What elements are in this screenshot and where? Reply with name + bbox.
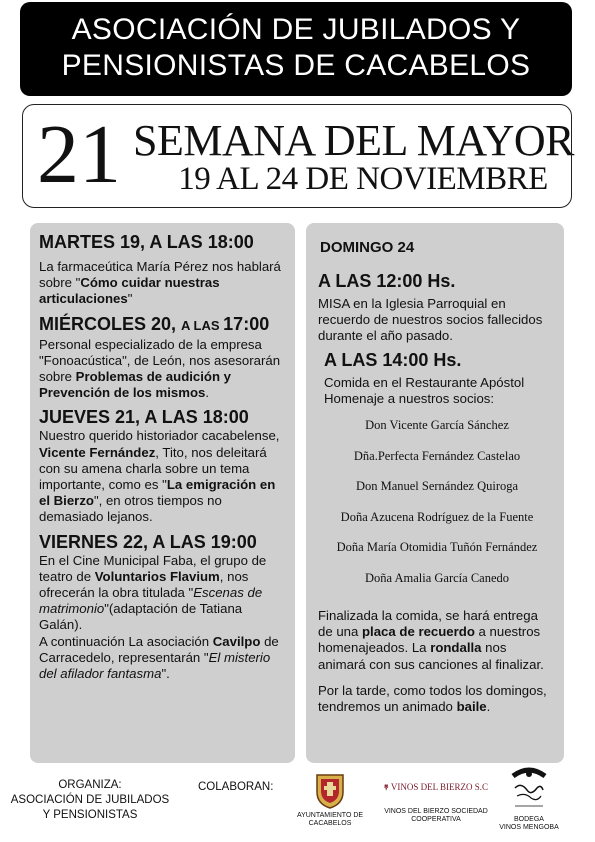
organiza-line-1: ASOCIACIÓN DE JUBILADOS: [10, 794, 170, 806]
domingo-heading: DOMINGO 24: [320, 239, 415, 256]
list-item: Don Manuel Sernández Quiroga: [355, 479, 519, 494]
martes-heading: MARTES 19, A LAS 18:00: [39, 232, 254, 252]
organizer-block: [10, 778, 170, 823]
viernes-text: En el Cine Municipal Faba, el grupo de teatro de: [39, 552, 267, 584]
miercoles-text-end: .: [205, 385, 210, 401]
rondalla-highlight: rondalla: [430, 640, 482, 656]
closing-text: Finalizada la comida, se hará entrega de una: [318, 608, 538, 640]
miercoles-heading: [39, 313, 287, 337]
footer: [0, 770, 595, 842]
honorees-list: [318, 417, 556, 600]
vinos-brand-row: [384, 776, 488, 798]
list-item: Don Vicente García Sánchez: [365, 418, 509, 433]
logo3-caption-line-1: BODEGA: [514, 816, 544, 823]
jueves-description: [39, 428, 287, 525]
viernes-group: Voluntarios Flavium: [94, 568, 220, 584]
closing-text-2: a nuestros homenajeados. La: [318, 624, 541, 656]
time1-value: 12:00 Hs.: [376, 271, 456, 291]
martes-description: [39, 259, 287, 308]
jueves-text-end: ", en otros tiempos no demasiado lejanos.: [39, 493, 222, 525]
list-item: Doña María Otomidia Tuñón Fernández: [336, 540, 538, 555]
event-title: SEMANA DEL MAYOR: [133, 116, 575, 165]
time2-prefix: A LAS: [324, 349, 383, 370]
domingo-time-2: [324, 349, 556, 371]
closing-text-3: nos animará con sus canciones al finalizar.: [318, 640, 544, 672]
edition-number: 21: [37, 108, 121, 201]
logo2-brand: VINOS DEL BIERZO S.C: [390, 782, 488, 792]
afternoon-paragraph: [318, 683, 556, 715]
jueves-speaker: Vicente Fernández: [39, 444, 156, 460]
jueves-text-2: , Tito, nos deleitará con su amena charla sobre un tema importante, como es ": [39, 444, 267, 493]
domingo-time-1: [318, 270, 556, 292]
viernes-text-3: "(adaptación de Tatiana Galán).: [39, 601, 243, 633]
grapes-icon: [384, 777, 389, 797]
title-box: [22, 104, 575, 208]
viernes-heading: VIERNES 22, A LAS 19:00: [39, 531, 257, 552]
miercoles-a-las: A LAS: [181, 317, 224, 333]
jueves-text: Nuestro querido historiador cacabelense,: [39, 428, 280, 444]
logo1-caption: AYUNTAMIENTO DE CACABELOS: [296, 812, 364, 827]
time1-prefix: A LAS: [318, 271, 377, 291]
time2-value: 14:00 Hs.: [382, 349, 462, 370]
organiza-label: ORGANIZA:: [58, 779, 122, 791]
viernes-text-5: de Carracedelo, representarán ": [39, 633, 279, 665]
closing-paragraph: [318, 608, 556, 673]
miercoles-time: 17:00: [223, 313, 270, 334]
header-line-2: PENSIONISTAS DE CACABELOS: [61, 49, 531, 82]
miercoles-day: MIÉRCOLES 20,: [39, 313, 182, 334]
vinos-bierzo-logo: [384, 776, 488, 824]
organiza-line-2: Y PENSIONISTAS: [42, 809, 138, 821]
baile-highlight: baile: [456, 699, 487, 715]
colaboran-label: COLABORAN:: [198, 781, 274, 793]
viernes-play-title-2: El misterio del afilador fantasma: [39, 649, 271, 682]
list-item: Doña Amalia García Canedo: [364, 570, 510, 585]
jueves-topic: La emigración en el Bierzo: [39, 477, 276, 509]
miercoles-topic: Problemas de audición y Prevención de los mismos: [39, 369, 232, 401]
jueves-heading: JUEVES 21, A LAS 18:00: [39, 407, 249, 428]
logo2-caption-line-2: COOPERATIVA: [411, 816, 461, 823]
logo3-caption-line-2: VINOS MENGOBA: [499, 824, 559, 831]
viernes-play-title: Escenas de matrimonio: [39, 585, 263, 617]
logo2-caption-line-1: VINOS DEL BIERZO SOCIEDAD: [384, 808, 488, 815]
miercoles-description: [39, 337, 287, 402]
martes-topic: Cómo cuidar nuestras articulaciones: [39, 275, 220, 307]
ayuntamiento-logo: [284, 772, 376, 828]
header-line-1: ASOCIACIÓN DE JUBILADOS Y: [71, 13, 521, 46]
afternoon-text: Por la tarde, como todos los domingos, tendremos un animado: [318, 682, 547, 715]
coat-of-arms-icon: [314, 772, 346, 810]
viernes-text-2: , nos ofrecerán la obra titulada ": [39, 568, 249, 601]
viernes-description: [39, 553, 287, 683]
martes-text-end: ": [127, 291, 133, 307]
bodega-emblem-icon: [507, 766, 551, 814]
afternoon-text-end: .: [486, 699, 491, 715]
comida-description: Comida en el Restaurante Apóstol Homenaje a nuestros socios:: [324, 374, 525, 406]
viernes-text-4: A continuación La asociación: [39, 633, 213, 649]
event-dates: 19 AL 24 DE NOVIEMBRE: [178, 161, 548, 197]
schedule-left-panel: [30, 223, 295, 763]
header-banner: [20, 2, 572, 96]
martes-text: La farmaceútica María Pérez nos hablará sobre ": [39, 259, 281, 291]
schedule-right-panel: [306, 223, 564, 763]
viernes-text-end: ".: [161, 666, 170, 682]
list-item: Dña.Perfecta Fernández Castelao: [353, 448, 521, 463]
misa-description: MISA en la Iglesia Parroquial en recuerdo de nuestros socios fallecidos durante el año pasado.: [318, 296, 543, 344]
viernes-association: Cavilpo: [212, 633, 261, 649]
list-item: Doña Azucena Rodríguez de la Fuente: [340, 509, 534, 524]
placa-highlight: placa de recuerdo: [362, 624, 475, 640]
bodega-mengoba-logo: [494, 766, 564, 832]
miercoles-text: Personal especializado de la empresa "Fonoacústica", de León, nos asesorarán sobre: [39, 336, 281, 385]
